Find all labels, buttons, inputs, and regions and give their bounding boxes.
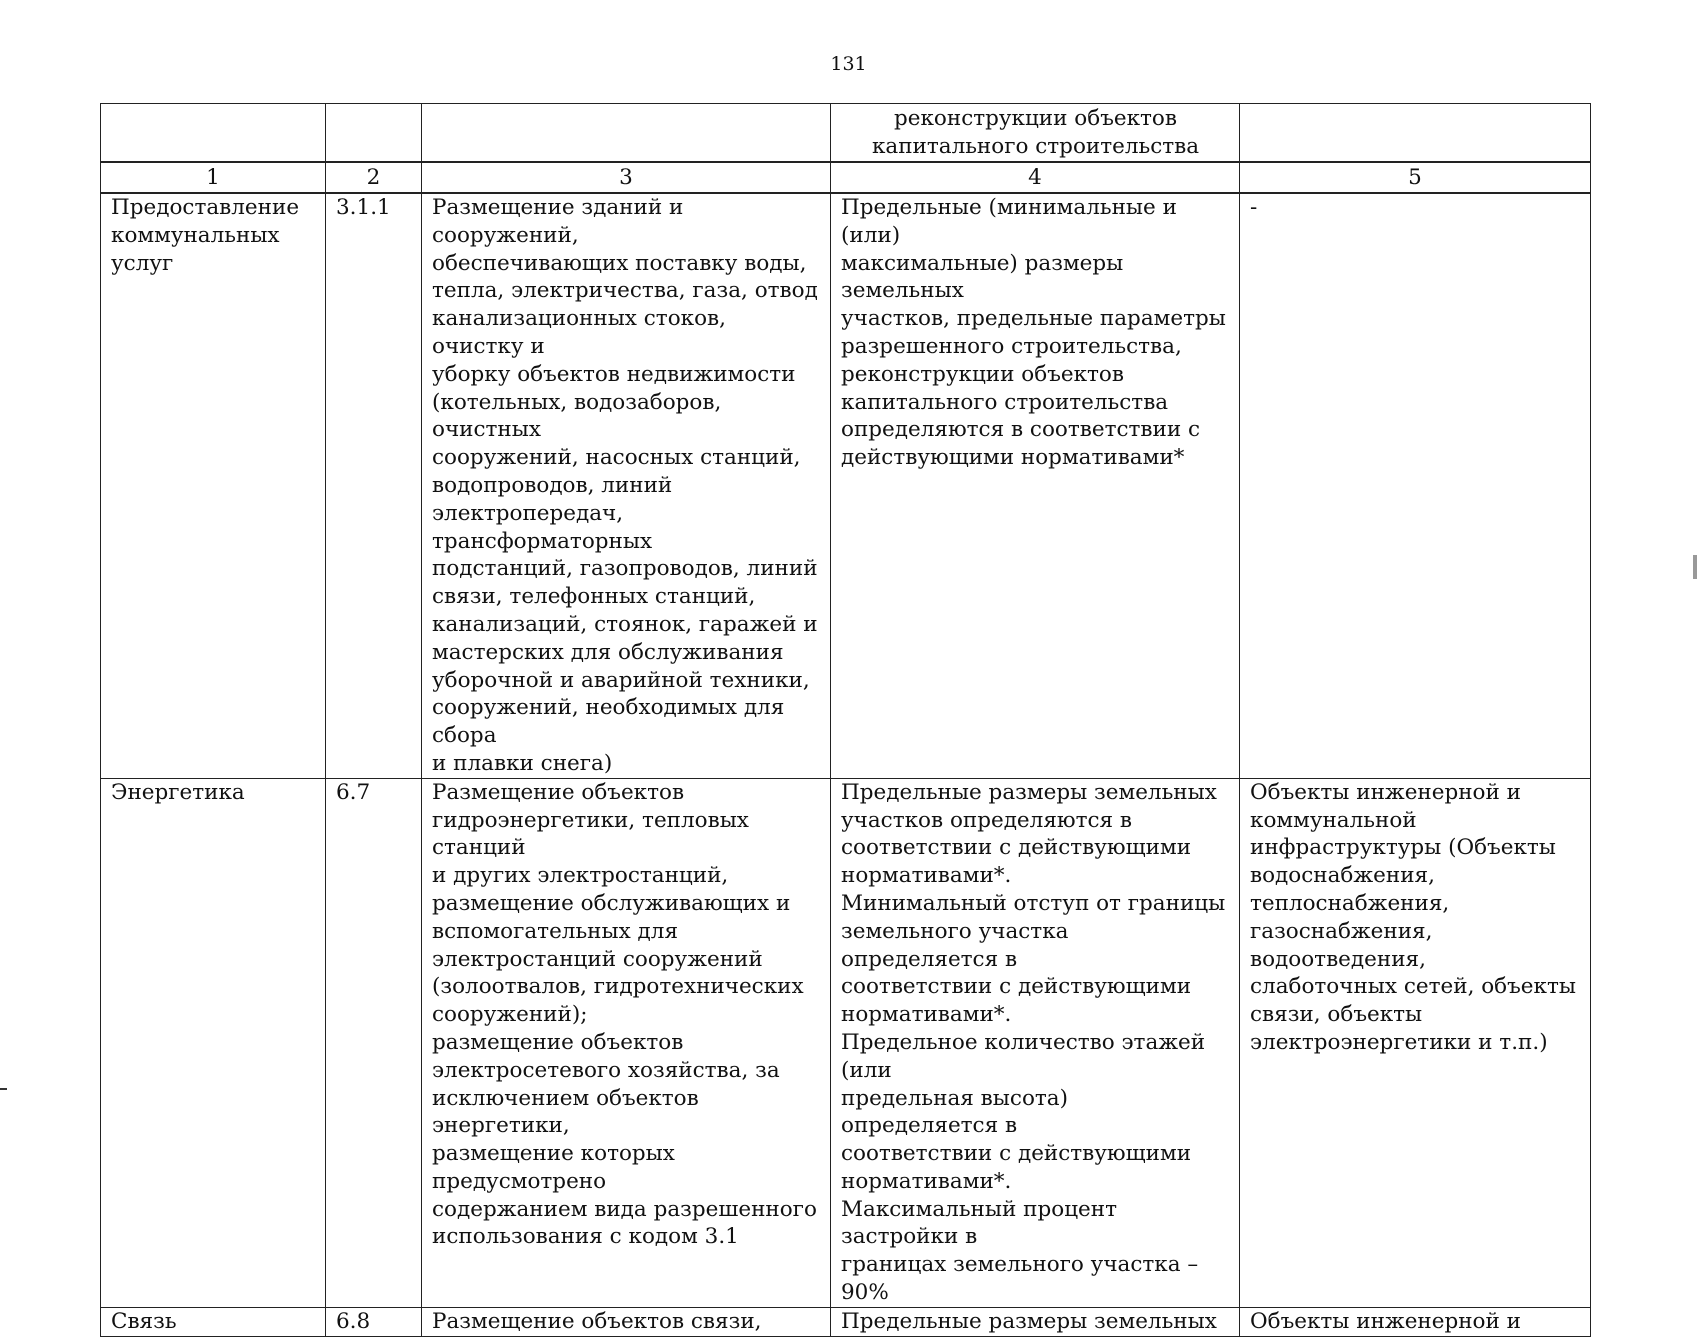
auxiliary-uses: Объекты инженерной и коммунальной инфраструктуры (Объекты водоснабжения, теплоснабжения, газоснабжения, водоотведения, слаботочных сетей, объекты связи, объекты электроэнергетики и т.п.) [1240,778,1591,1307]
auxiliary-uses: Объекты инженерной и [1240,1307,1591,1336]
column-number: 5 [1240,162,1591,193]
table-row [101,1307,1591,1336]
regulations-table [100,103,1591,1337]
continuation-cell-2 [326,104,422,163]
use-type-name: Энергетика [101,778,326,1307]
continuation-cell-3 [422,104,831,163]
column-number: 1 [101,162,326,193]
column-number: 3 [422,162,831,193]
use-type-description: Размещение зданий и сооружений, обеспечивающих поставку воды, тепла, электричества, газа, отвод канализационных стоков, очистку и уборку объектов недвижимости (котельных, водозаборов, очистных сооружений, насосных станций, водопроводов, линий электропередач, трансформаторных подстанций, газопроводов, линий связи, телефонных станций, канализаций, стоянок, гаражей и мастерских для обслуживания уборочной и аварийной техники, сооружений, необходимых для сбора и плавки снега) [422,193,831,778]
continuation-cell-5 [1240,104,1591,163]
page-number: 131 [830,53,867,75]
table-row [101,778,1591,1307]
use-type-description: Размещение объектов связи, [422,1307,831,1336]
column-number: 2 [326,162,422,193]
continuation-cell-1 [101,104,326,163]
construction-parameters: Предельные размеры земельных участков определяются в соответствии с действующими нормативами*. Минимальный отступ от границы земельного участка определяется в соответствии с действующими нормативами*. Предельное количество этажей (или предельная высота) определяется в соответствии с действующими нормативами*. Максимальный процент застройки в границах земельного участка – 90% [831,778,1240,1307]
use-type-description: Размещение объектов гидроэнергетики, тепловых станций и других электростанций, размещение обслуживающих и вспомогательных для электростанций сооружений (золоотвалов, гидротехнических сооружений); размещение объектов электросетевого хозяйства, за исключением объектов энергетики, размещение которых предусмотрено содержанием вида разрешенного использования с кодом 3.1 [422,778,831,1307]
continuation-row [101,104,1591,163]
use-type-code: 6.8 [326,1307,422,1336]
table-row [101,193,1591,778]
column-number: 4 [831,162,1240,193]
scan-edge-mark [1693,555,1697,579]
column-number-row [101,162,1591,193]
construction-parameters: Предельные (минимальные и (или) максимальные) размеры земельных участков, предельные параметры разрешенного строительства, реконструкции объектов капитального строительства определяются в соответствии с действующими нормативами* [831,193,1240,778]
auxiliary-uses: - [1240,193,1591,778]
continuation-cell-4: реконструкции объектов капитального строительства [831,104,1240,163]
use-type-name: Предоставление коммунальных услуг [101,193,326,778]
use-type-name: Связь [101,1307,326,1336]
use-type-code: 3.1.1 [326,193,422,778]
use-type-code: 6.7 [326,778,422,1307]
scan-edge-mark [0,1088,7,1090]
construction-parameters: Предельные размеры земельных [831,1307,1240,1336]
zoning-table [100,103,1590,1337]
